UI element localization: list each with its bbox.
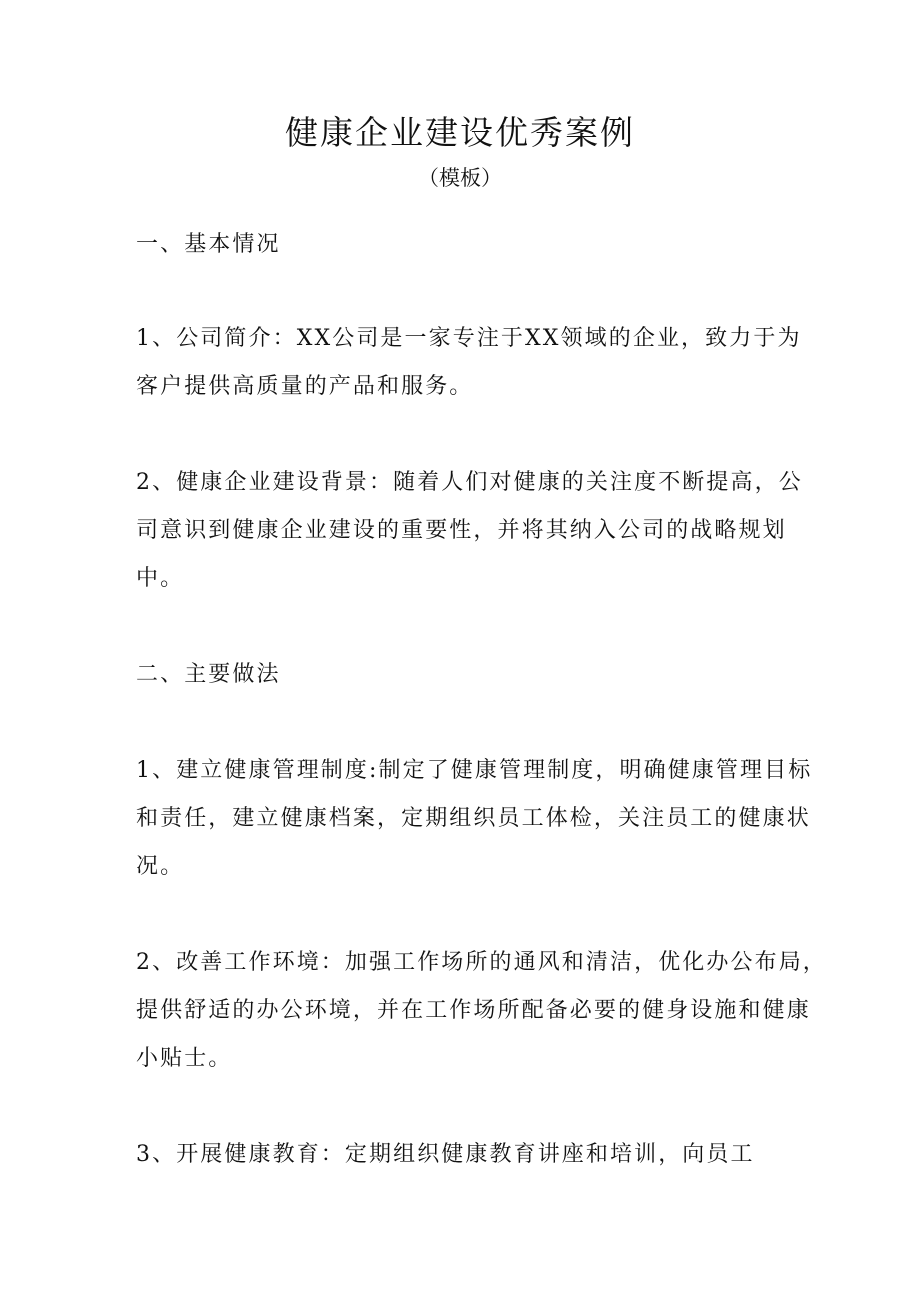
document-title: 健康企业建设优秀案例: [285, 113, 635, 152]
paragraph-line: 2、健康企业建设背景：随着人们对健康的关注度不断提高，公: [136, 470, 803, 495]
paragraph-line: 中。: [136, 566, 185, 591]
paragraph-line: 3、开展健康教育：定期组织健康教育讲座和培训，向员工: [136, 1142, 755, 1167]
paragraph-line: 司意识到健康企业建设的重要性，并将其纳入公司的战略规划: [136, 518, 787, 543]
section-heading-main-practices: 二、主要做法: [136, 662, 281, 687]
paragraph-line: 和责任，建立健康档案，定期组织员工体检，关注员工的健康状: [136, 806, 811, 831]
paragraph-line: 小贴士。: [136, 1046, 233, 1071]
paragraph-line: 客户提供高质量的产品和服务。: [136, 374, 474, 399]
document-subtitle: （模板）: [418, 166, 502, 190]
paragraph-line: 1、建立健康管理制度:制定了健康管理制度，明确健康管理目标: [136, 758, 813, 783]
paragraph-line: 提供舒适的办公环境，并在工作场所配备必要的健身设施和健康: [136, 998, 811, 1023]
paragraph-line: 2、改善工作环境：加强工作场所的通风和清洁，优化办公布局，: [136, 950, 827, 975]
paragraph-line: 1、公司简介：XX公司是一家专注于XX领域的企业，致力于为: [136, 326, 802, 351]
section-heading-basic-info: 一、基本情况: [136, 232, 281, 257]
paragraph-line: 况。: [136, 854, 185, 879]
